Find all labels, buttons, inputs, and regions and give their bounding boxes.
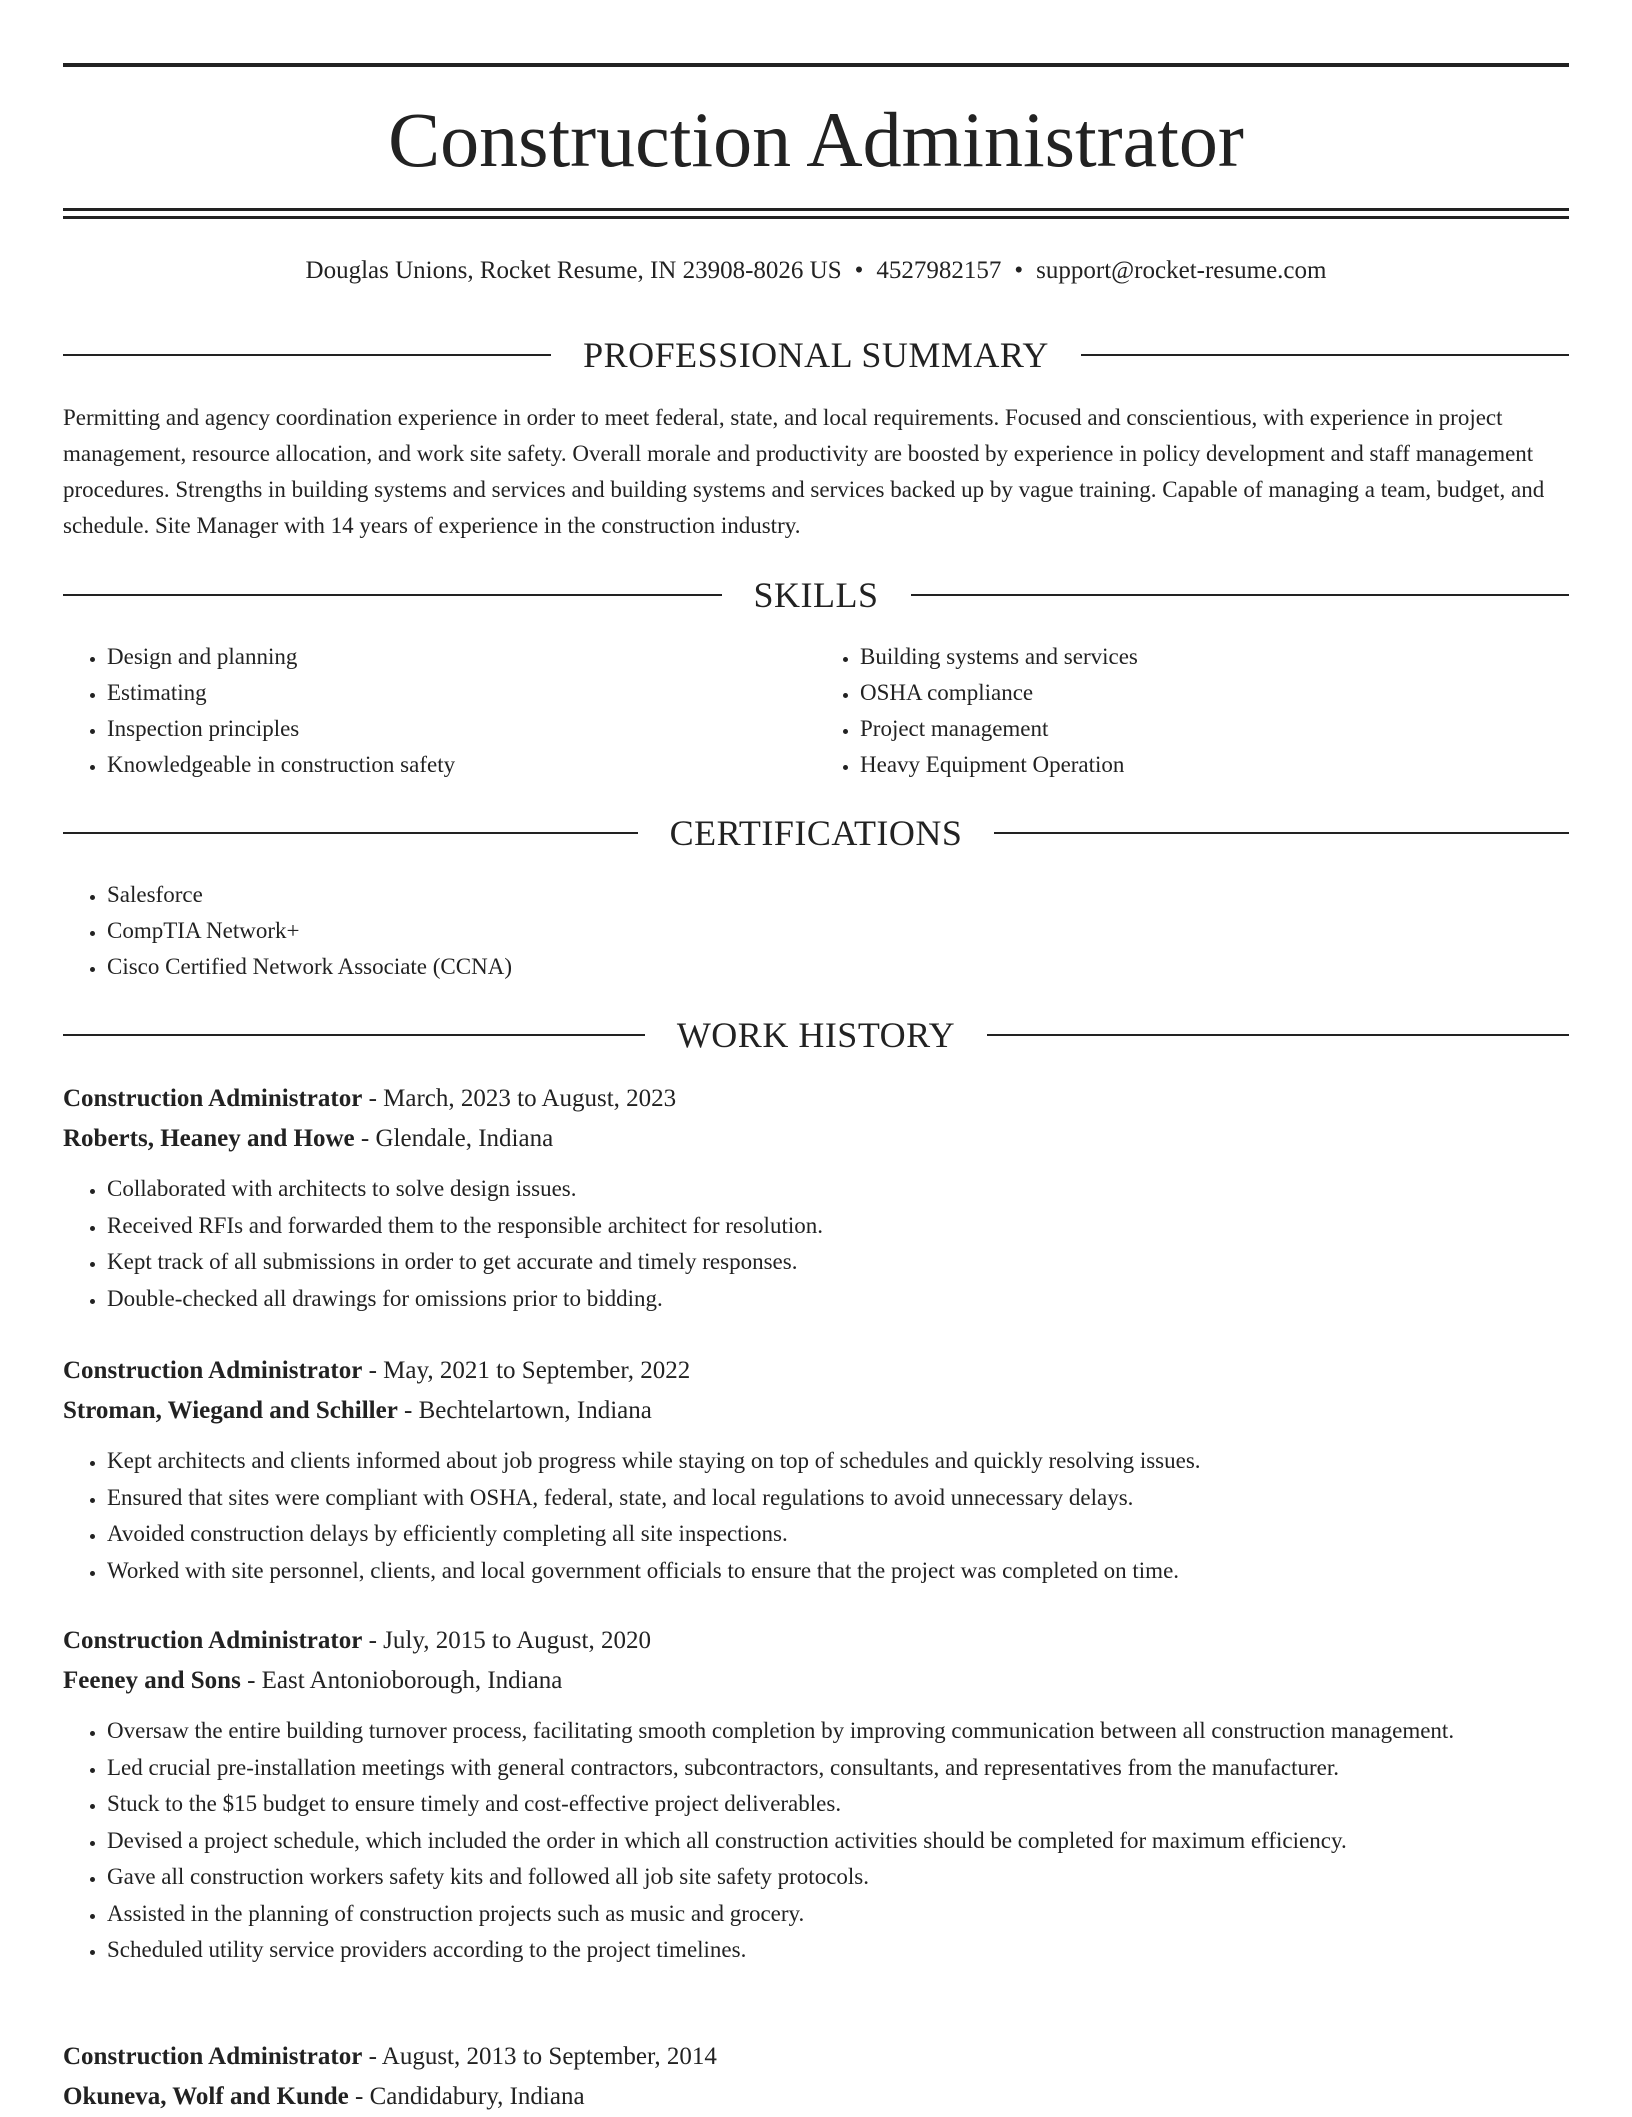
job-title-line bbox=[63, 1621, 1569, 1661]
job-company: Okuneva, Wolf and Kunde bbox=[63, 2083, 349, 2110]
contact-separator: • bbox=[1014, 257, 1024, 284]
certifications-heading-label: CERTIFICATIONS bbox=[669, 813, 963, 853]
job-bullet: • Stuck to the $15 budget to ensure timely and cost-effective project deliverables. bbox=[107, 1786, 1569, 1823]
job-dates: - May, 2021 to September, 2022 bbox=[362, 1357, 691, 1384]
certification-item: • Salesforce bbox=[107, 877, 1569, 913]
skill-item: • Inspection principles bbox=[107, 711, 816, 747]
job-company: Roberts, Heaney and Howe bbox=[63, 1125, 355, 1152]
job-company: Feeney and Sons bbox=[63, 1667, 241, 1694]
skill-item: • Estimating bbox=[107, 675, 816, 711]
heading-rule-right bbox=[911, 594, 1570, 596]
job-location: - Candidabury, Indiana bbox=[348, 2083, 585, 2110]
job-title: Construction Administrator bbox=[63, 1627, 363, 1654]
job-bullets bbox=[63, 1713, 1569, 1969]
job-bullet: • Devised a project schedule, which included the order in which all construction activities should be completed for maximum efficiency. bbox=[107, 1823, 1569, 1860]
job-bullet: • Gave all construction workers safety kits and followed all job site safety protocols. bbox=[107, 1859, 1569, 1896]
job-bullet: • Ensured that sites were compliant with OSHA, federal, state, and local regulations to avoid unnecessary delays. bbox=[107, 1480, 1569, 1517]
skills-column-right bbox=[816, 639, 1569, 783]
summary-heading-label: PROFESSIONAL SUMMARY bbox=[583, 335, 1049, 375]
job-dates: - August, 2013 to September, 2014 bbox=[362, 2043, 717, 2070]
title-rule-lower bbox=[63, 216, 1569, 219]
work-history-heading bbox=[63, 1013, 1569, 1057]
skills-heading bbox=[63, 573, 1569, 617]
heading-rule-left bbox=[63, 1034, 645, 1036]
job-title-line bbox=[63, 1079, 1569, 1119]
title-rule-upper bbox=[63, 208, 1569, 211]
job-dates: - July, 2015 to August, 2020 bbox=[362, 1627, 651, 1654]
contact-line bbox=[63, 254, 1569, 288]
job-company-line bbox=[63, 1119, 1569, 1159]
job-bullet: • Scheduled utility service providers according to the project timelines. bbox=[107, 1932, 1569, 1969]
skills-column-left bbox=[63, 639, 816, 783]
job-bullet: • Oversaw the entire building turnover process, facilitating smooth completion by improving communication between all construction management. bbox=[107, 1713, 1569, 1750]
job-dates: - March, 2023 to August, 2023 bbox=[362, 1085, 677, 1112]
job-bullet: • Led crucial pre-installation meetings with general contractors, subcontractors, consultants, and representatives from the manufacturer. bbox=[107, 1750, 1569, 1787]
heading-rule-left bbox=[63, 832, 638, 834]
skill-item: • OSHA compliance bbox=[860, 675, 1569, 711]
skills-heading-label: SKILLS bbox=[753, 575, 879, 615]
job-location: - Bechtelartown, Indiana bbox=[397, 1397, 652, 1424]
job-bullet: • Worked with site personnel, clients, and local government officials to ensure that the project was completed on time. bbox=[107, 1553, 1569, 1590]
skill-item: • Design and planning bbox=[107, 639, 816, 675]
resume-title: Construction Administrator bbox=[388, 96, 1244, 183]
contact-separator: • bbox=[854, 257, 864, 284]
job-company: Stroman, Wiegand and Schiller bbox=[63, 1397, 398, 1424]
skills-list bbox=[63, 639, 1569, 783]
top-rule bbox=[63, 63, 1569, 67]
job-bullet: • Kept architects and clients informed about job progress while staying on top of schedules and quickly resolving issues. bbox=[107, 1443, 1569, 1480]
job-bullet: • Assisted in the planning of construction projects such as music and grocery. bbox=[107, 1896, 1569, 1933]
certification-item: • Cisco Certified Network Associate (CCNA) bbox=[107, 949, 1569, 985]
certification-item: • CompTIA Network+ bbox=[107, 913, 1569, 949]
job-bullet: • Kept track of all submissions in order to get accurate and timely responses. bbox=[107, 1244, 1569, 1281]
job-company-line bbox=[63, 1661, 1569, 1701]
contact-phone: 4527982157 bbox=[876, 257, 1002, 284]
summary-heading bbox=[63, 333, 1569, 377]
work-history-heading-label: WORK HISTORY bbox=[676, 1015, 956, 1055]
job-entry bbox=[63, 2037, 1569, 2117]
heading-rule-right bbox=[987, 1034, 1569, 1036]
job-bullet: • Collaborated with architects to solve design issues. bbox=[107, 1171, 1569, 1208]
job-title: Construction Administrator bbox=[63, 2043, 363, 2070]
certifications-heading bbox=[63, 811, 1569, 855]
contact-address: Douglas Unions, Rocket Resume, IN 23908-8026 US bbox=[305, 257, 842, 284]
job-bullets bbox=[63, 1443, 1569, 1589]
job-company-line bbox=[63, 1391, 1569, 1431]
heading-rule-right bbox=[994, 832, 1569, 834]
skill-item: • Project management bbox=[860, 711, 1569, 747]
heading-rule-left bbox=[63, 594, 722, 596]
skill-item: • Knowledgeable in construction safety bbox=[107, 747, 816, 783]
job-title-line bbox=[63, 1351, 1569, 1391]
contact-email: support@rocket-resume.com bbox=[1036, 257, 1327, 284]
job-bullet: • Avoided construction delays by efficiently completing all site inspections. bbox=[107, 1516, 1569, 1553]
job-bullets bbox=[63, 1171, 1569, 1317]
job-bullet: • Double-checked all drawings for omissions prior to bidding. bbox=[107, 1281, 1569, 1318]
job-entry bbox=[63, 1351, 1569, 1589]
skill-item: • Building systems and services bbox=[860, 639, 1569, 675]
job-company-line bbox=[63, 2077, 1569, 2117]
skill-item: • Heavy Equipment Operation bbox=[860, 747, 1569, 783]
job-entry bbox=[63, 1079, 1569, 1317]
job-location: - Glendale, Indiana bbox=[354, 1125, 554, 1152]
heading-rule-left bbox=[63, 354, 551, 356]
job-location: - East Antonioborough, Indiana bbox=[240, 1667, 563, 1694]
heading-rule-right bbox=[1081, 354, 1569, 356]
job-title: Construction Administrator bbox=[63, 1357, 363, 1384]
summary-text: Permitting and agency coordination experience in order to meet federal, state, and local requirements. Focused and conscientious, with experience in project management, resource allocation, and work site safety. Overall morale and productivity are boosted by experience in policy development and staff management procedures. Strengths in building systems and services and building systems and services backed up by vague training. Capable of managing a team, budget, and schedule. Site Manager with 14 years of experience in the construction industry. bbox=[63, 405, 1545, 538]
certifications-list bbox=[63, 877, 1569, 985]
job-title-line bbox=[63, 2037, 1569, 2077]
job-bullet: • Received RFIs and forwarded them to the responsible architect for resolution. bbox=[107, 1208, 1569, 1245]
job-entry bbox=[63, 1621, 1569, 1969]
job-title: Construction Administrator bbox=[63, 1085, 363, 1112]
